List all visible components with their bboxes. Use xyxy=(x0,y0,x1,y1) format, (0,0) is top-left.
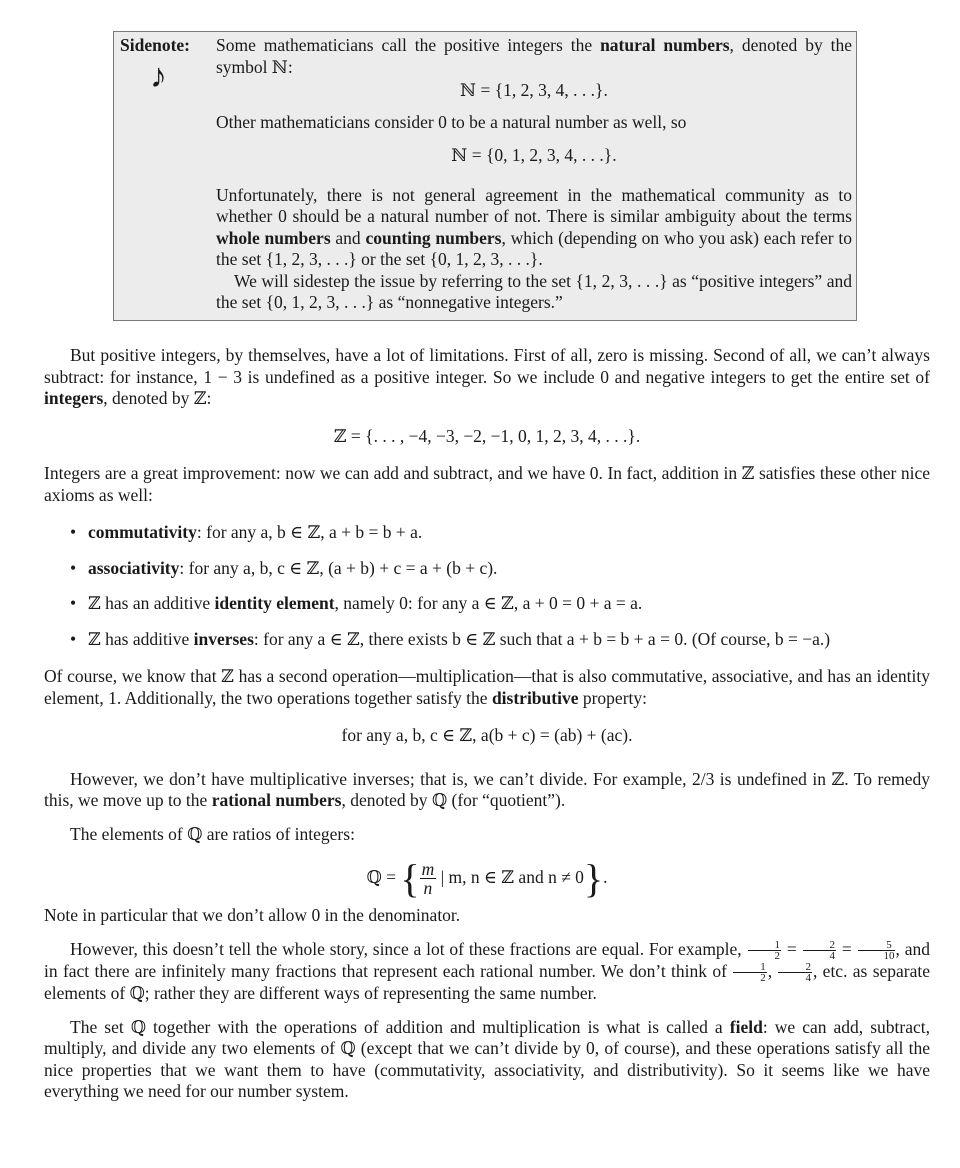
numerator: 5 xyxy=(858,940,895,951)
text: , namely 0: for any a ∈ ℤ, a + 0 = 0 + a = a. xyxy=(334,593,643,613)
fraction-m-over-n xyxy=(420,860,437,897)
term-counting-numbers: counting numbers xyxy=(365,227,502,248)
sidenote-paragraph xyxy=(216,35,852,78)
term-field: field xyxy=(729,1016,763,1037)
equation-distributive: for any a, b, c ∈ ℤ, a(b + c) = (ab) + (ac). xyxy=(341,725,633,745)
paragraph: Integers are a great improvement: now we can add and subtract, and we have 0. In fact, addition in ℤ satisfies these other nice axioms as well: xyxy=(44,463,930,505)
term-rational-numbers: rational numbers xyxy=(211,790,342,810)
term-natural-numbers: natural numbers xyxy=(600,35,730,55)
text: But positive integers, by themselves, have a lot of limitations. First of all, zero is missing. Second of all, we can’t always subtract: for instance, 1 − 3 is undefined as a positive integer. So we include 0 and negative integers to get the entire set of xyxy=(44,345,930,387)
text: , denoted by ℚ (for “quotient”). xyxy=(341,790,566,810)
denominator: n xyxy=(423,878,433,899)
text: , denoted by the symbol ℕ: xyxy=(216,35,853,77)
denominator: 2 xyxy=(760,972,766,985)
denominator: 2 xyxy=(774,949,780,962)
axiom-list xyxy=(44,522,930,650)
numerator: 1 xyxy=(733,962,767,973)
axiom-item xyxy=(44,558,930,580)
sidenote-paragraph xyxy=(216,185,852,271)
text: ℤ has additive xyxy=(88,628,194,649)
text: , etc. as separate elements of ℚ; rather they are different ways of representing the same number. xyxy=(44,960,931,1004)
text: | m, n ∈ ℤ and n ≠ 0 xyxy=(436,867,584,887)
paragraph: Note in particular that we don’t allow 0 in the denominator. xyxy=(44,905,461,925)
paragraph: However, this doesn’t tell the whole story, since a lot of these fractions are equal. For example, $\frac{1}{2}$ = $\frac{2}{4}$ = $\frac{5}{10}$ , and in fact there are infinitely many fractions that represent each rational number. We don’t think of $\frac{1}{2}$ , $\frac{2}{4}$ , etc. as separate elements of ℚ; rather they are different ways of representing the same number. xyxy=(44,938,931,1004)
numerator: 2 xyxy=(803,940,837,951)
text: : for any a, b ∈ ℤ, a + b = b + a. xyxy=(196,522,423,542)
text: , which (depending on who you ask) each refer to the set {1, 2, 3, . . .} or the set {0, 1, 2, 3, . . .}. xyxy=(216,227,852,269)
text: and xyxy=(330,227,366,248)
text: , denoted by ℤ: xyxy=(103,388,212,408)
text: . xyxy=(603,867,608,887)
text: property: xyxy=(578,687,648,708)
term-inverses: inverses xyxy=(193,628,254,649)
numerator: m xyxy=(421,859,435,880)
text: However, this doesn’t tell the whole story, since a lot of these fractions are equal. For example, xyxy=(70,938,747,959)
term-distributive: distributive xyxy=(491,687,579,708)
text: ℤ has an additive xyxy=(88,593,215,613)
text: : for any a, b, c ∈ ℤ, (a + b) + c = a + (b + c). xyxy=(179,557,498,578)
axiom-item xyxy=(44,629,930,651)
denominator: 4 xyxy=(805,972,811,985)
sidenote-box xyxy=(113,31,857,321)
numerator: 2 xyxy=(778,962,812,973)
paragraph xyxy=(44,769,930,812)
denominator: 4 xyxy=(829,949,836,962)
denominator: 10 xyxy=(883,949,895,962)
fraction xyxy=(733,962,767,983)
sidenote-paragraph: Other mathematicians consider 0 to be a natural number as well, so xyxy=(216,111,687,132)
text: The set ℚ together with the operations of addition and multiplication is what is called a xyxy=(70,1016,730,1037)
axiom-item xyxy=(44,522,930,544)
paragraph: The elements of ℚ are ratios of integers: xyxy=(70,823,355,844)
fraction xyxy=(858,940,895,961)
text: : for any a ∈ ℤ, there exists b ∈ ℤ such that a + b = b + a = 0. (Of course, b = −a.) xyxy=(253,628,831,649)
term-whole-numbers: whole numbers xyxy=(216,227,331,248)
fraction xyxy=(778,962,812,983)
sidenote-paragraph: We will sidestep the issue by referring to the set {1, 2, 3, . . .} as “positive integers” and the set {0, 1, 2, 3, . . .} as “nonnegative integers.” xyxy=(216,270,852,312)
sidenote-body xyxy=(216,35,852,314)
sidenote-label: Sidenote: xyxy=(120,35,190,55)
fraction xyxy=(748,940,782,961)
text: , and in fact there are infinitely many fractions that represent each rational number. We don’t think of xyxy=(44,938,930,981)
fraction xyxy=(803,940,837,961)
term-integers: integers xyxy=(44,388,104,408)
equation-naturals-zero: ℕ = {0, 1, 2, 3, 4, . . .}. xyxy=(451,145,617,165)
left-brace: { xyxy=(400,855,420,901)
text: : we can add, subtract, multiply, and divide any two elements of ℚ (except that we can’t divide by 0, of course), and these operations satisfy all the nice properties that we want them to have (commutativity, associativity, and distributivity). So it seems like we have everything we need for our number system. xyxy=(44,1016,931,1102)
equation-naturals: ℕ = {1, 2, 3, 4, . . .}. xyxy=(460,80,608,100)
text: Unfortunately, there is not general agreement in the mathematical community as to whether 0 should be a natural number of not. There is similar ambiguity about the terms xyxy=(216,184,852,226)
eighth-note-icon: ♪ xyxy=(150,58,167,95)
axiom-item xyxy=(44,593,930,615)
main-text xyxy=(44,345,930,1103)
paragraph xyxy=(44,1017,930,1103)
term-commutativity: commutativity xyxy=(88,522,197,542)
equation-rationals xyxy=(44,855,930,899)
numerator: 1 xyxy=(748,940,782,951)
text: Of course, we know that ℤ has a second operation—multiplication—that is also commutative, associative, and has an identity element, 1. Additionally, the two operations together satisfy the xyxy=(44,666,930,708)
text: Some mathematicians call the positive integers the xyxy=(216,35,601,55)
text: However, we don’t have multiplicative inverses; that is, we can’t divide. For example, 2/3 is undefined in ℤ. To remedy this, we move up to the xyxy=(44,768,930,810)
term-identity-element: identity element xyxy=(214,593,335,613)
text: ℚ = xyxy=(366,867,401,887)
right-brace: } xyxy=(583,855,604,901)
paragraph xyxy=(44,666,930,709)
paragraph xyxy=(44,345,930,410)
equation-integers: ℤ = {. . . , −4, −3, −2, −1, 0, 1, 2, 3, 4, . . .}. xyxy=(333,425,641,446)
term-associativity: associativity xyxy=(88,557,180,578)
